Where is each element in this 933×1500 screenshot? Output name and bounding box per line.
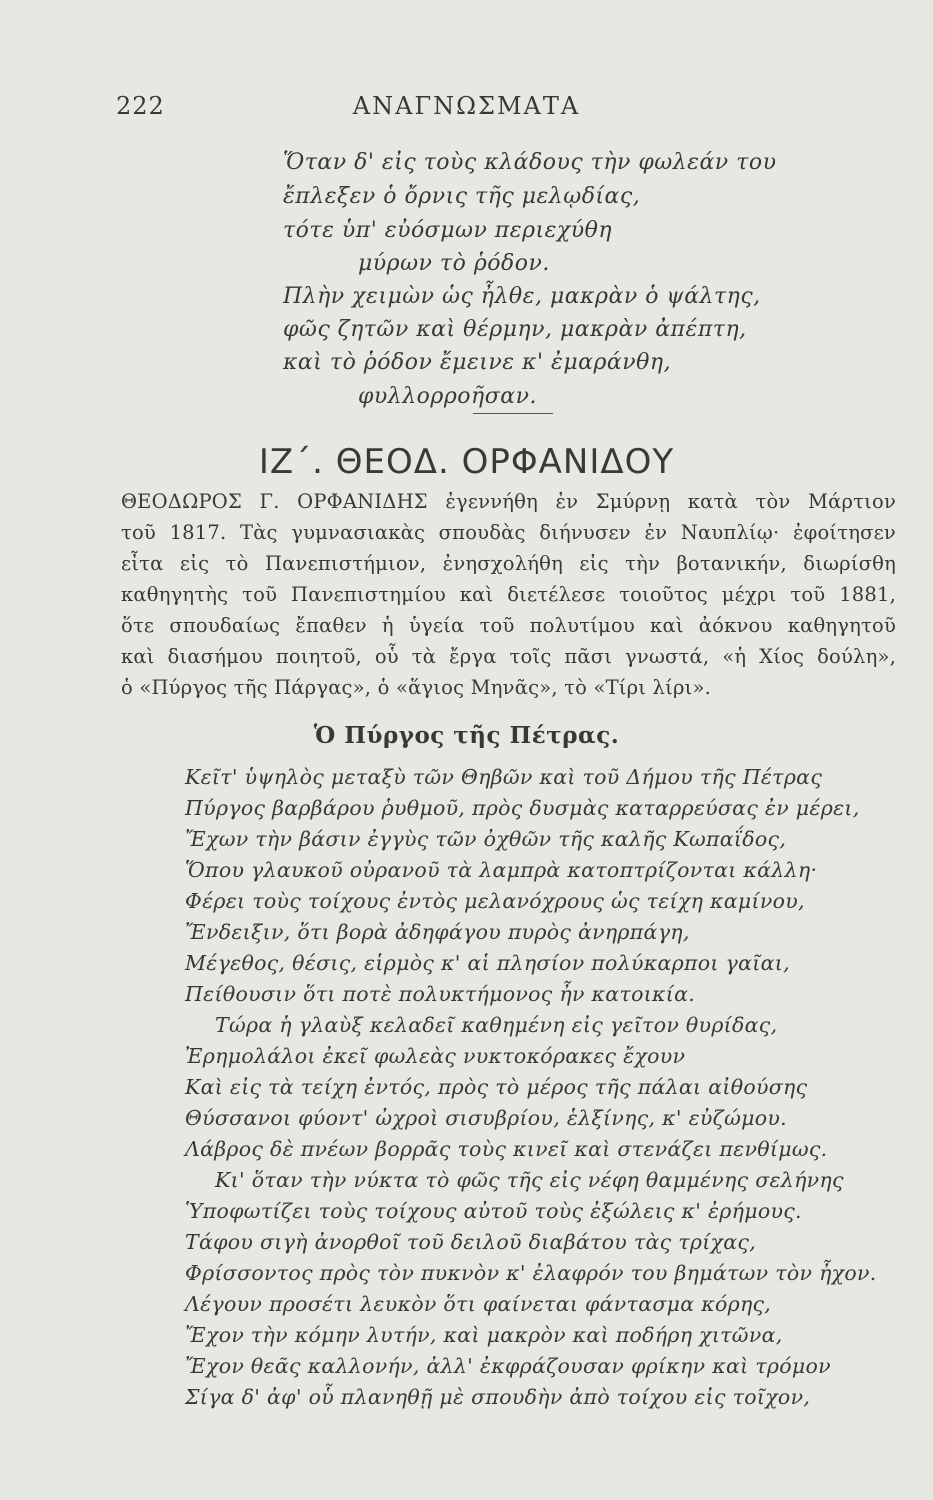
poem-line: Λάβρος δὲ πνέων βορρᾶς τοὺς κινεῖ καὶ στενάζει πενθίμως. [185, 1137, 828, 1161]
poem-line: Ἔχον τὴν κόμην λυτήν, καὶ μακρὸν καὶ ποδήρη χιτῶνα, [185, 1323, 783, 1347]
biography-line: καθηγητὴς τοῦ Πανεπιστημίου καὶ διετέλεσε τοιοῦτος μέχρι τοῦ 1881, [121, 583, 896, 606]
poem-line: Ὅταν δ' εἰς τοὺς κλάδους τὴν φωλεάν του [283, 150, 777, 175]
poem-line: Φρίσσοντος πρὸς τὸν πυκνὸν κ' ἐλαφρόν του βημάτων τὸν ἦχον. [185, 1261, 877, 1285]
poem-line: Πείθουσιν ὅτι ποτὲ πολυκτήμονος ἦν κατοικία. [185, 982, 696, 1006]
poem-line: Φέρει τοὺς τοίχους ἐντὸς μελανόχρους ὡς τείχη καμίνου, [185, 889, 805, 913]
poem-line: Κεῖτ' ὑψηλὸς μεταξὺ τῶν Θηβῶν καὶ τοῦ Δήμου τῆς Πέτρας [185, 765, 823, 789]
biography-line: ὁ «Πύργος τῆς Πάργας», ὁ «ἅγιος Μηνᾶς», τὸ «Τίρι λίρι». [121, 676, 711, 699]
poem-line: μύρων τὸ ῥόδον. [358, 251, 550, 276]
poem-line: Πλὴν χειμὼν ὡς ἦλθε, μακρὰν ὁ ψάλτης, [283, 284, 761, 309]
running-head: ΑΝΑΓΝΩΣΜΑΤΑ [352, 92, 581, 120]
biography-line: τοῦ 1817. Τὰς γυμνασιακὰς σπουδὰς διήνυσεν ἐν Ναυπλίῳ· ἐφοίτησεν [121, 521, 896, 544]
section-divider [473, 413, 553, 414]
poem-line: Πύργος βαρβάρου ῥυθμοῦ, πρὸς δυσμὰς καταρρεύσας ἐν μέρει, [185, 796, 860, 820]
biography-line: ὅτε σπουδαίως ἔπαθεν ἡ ὑγεία τοῦ πολυτίμου καὶ ἀόκνου καθηγητοῦ [121, 614, 896, 637]
section-heading: ΙΖ΄. ΘΕΟΔ. ΟΡΦΑΝΙΔΟΥ [258, 442, 675, 482]
biography-line: εἶτα εἰς τὸ Πανεπιστήμιον, ἐνησχολήθη εἰς τὴν βοτανικήν, διωρίσθη [121, 552, 896, 575]
poem-line: Τάφου σιγὴ ἀνορθοῖ τοῦ δειλοῦ διαβάτου τὰς τρίχας, [185, 1230, 757, 1254]
page-header [0, 92, 933, 128]
biography-line: ΘΕΟΔΩΡΟΣ Γ. ΟΡΦΑΝΙΔΗΣ ἐγεννήθη ἐν Σμύρνῃ κατὰ τὸν Μάρτιον [121, 490, 896, 513]
poem-line: Καὶ εἰς τὰ τείχη ἐντός, πρὸς τὸ μέρος τῆς πάλαι αἰθούσης [185, 1075, 808, 1099]
poem-line: Ἔχων τὴν βάσιν ἐγγὺς τῶν ὀχθῶν τῆς καλῆς Κωπαΐδος, [185, 827, 787, 851]
poem-line: Ἔνδειξιν, ὅτι βορὰ ἀδηφάγου πυρὸς ἀνηρπάγη, [185, 920, 690, 944]
poem-line: Ἐρημολάλοι ἐκεῖ φωλεὰς νυκτοκόρακες ἔχουν [185, 1044, 686, 1068]
poem-line: Τώρα ἡ γλαὺξ κελαδεῖ καθημένη εἰς γεῖτον θυρίδας, [215, 1013, 778, 1037]
poem-line: ἔπλεξεν ὁ ὄρνις τῆς μελῳδίας, [283, 184, 641, 209]
poem-line: φυλλορροῆσαν. [358, 384, 537, 409]
poem-line: Σίγα δ' ἀφ' οὗ πλανηθῇ μὲ σπουδὴν ἀπὸ τοίχου εἰς τοῖχον, [185, 1385, 811, 1409]
poem-line: τότε ὑπ' εὐόσμων περιεχύθη [283, 218, 613, 243]
poem-line: Μέγεθος, θέσις, εἱρμὸς κ' αἱ πλησίον πολύκαρποι γαῖαι, [185, 951, 790, 975]
page-number: 222 [116, 92, 165, 120]
biography-line: καὶ διασήμου ποιητοῦ, οὗ τὰ ἔργα τοῖς πᾶσι γνωστά, «ἡ Χίος δούλη», [121, 645, 896, 668]
poem-line: Ὑποφωτίζει τοὺς τοίχους αὐτοῦ τοὺς ἐξώλεις κ' ἐρήμους. [185, 1199, 802, 1223]
poem-title: Ὁ Πύργος τῆς Πέτρας. [313, 722, 620, 749]
poem-line: καὶ τὸ ῥόδον ἔμεινε κ' ἐμαράνθη, [283, 350, 672, 375]
poem-line: Λέγουν προσέτι λευκὸν ὅτι φαίνεται φάντασμα κόρης, [185, 1292, 772, 1316]
poem-line: Ἔχον θεᾶς καλλονήν, ἀλλ' ἐκφράζουσαν φρίκην καὶ τρόμον [185, 1354, 831, 1378]
poem-line: Ὅπου γλαυκοῦ οὐρανοῦ τὰ λαμπρὰ κατοπτρίζονται κάλλη· [185, 858, 818, 882]
poem-line: φῶς ζητῶν καὶ θέρμην, μακρὰν ἀπέπτη, [283, 317, 747, 342]
poem-line: Θύσσανοι φύοντ' ὠχροὶ σισυβρίου, ἑλξίνης, κ' εὐζώμου. [185, 1106, 787, 1130]
poem-line: Κι' ὅταν τὴν νύκτα τὸ φῶς τῆς εἰς νέφη θαμμένης σελήνης [215, 1168, 844, 1192]
